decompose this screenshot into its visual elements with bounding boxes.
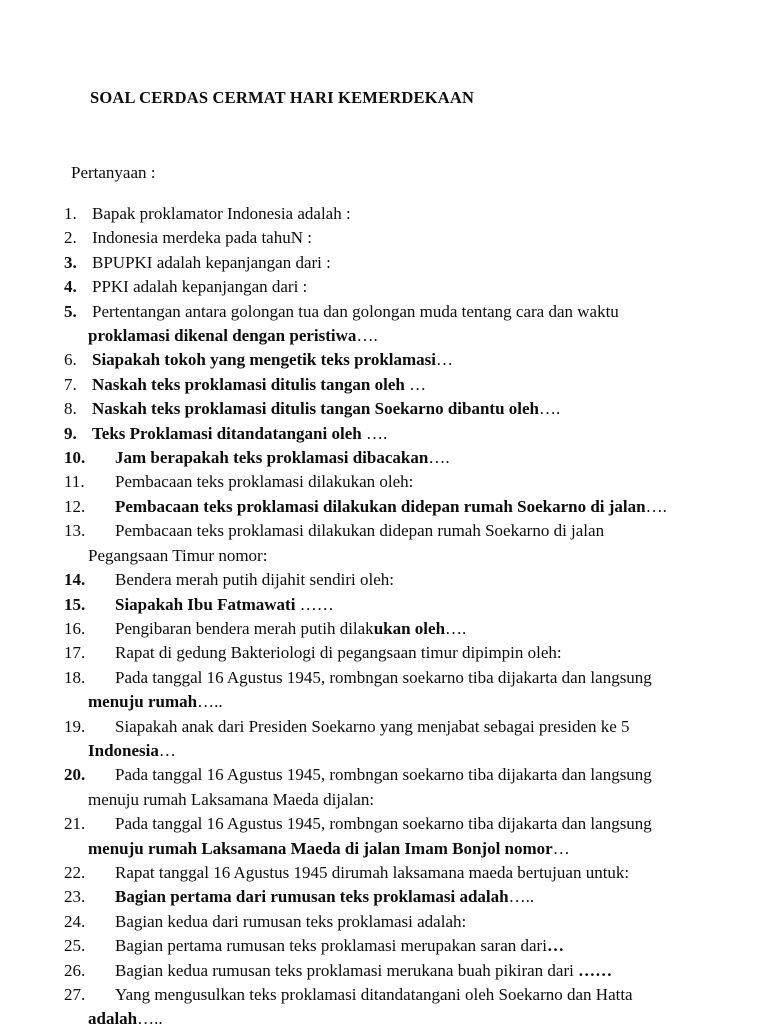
question-item (64, 885, 682, 909)
question-continuation-line (64, 544, 682, 568)
text-segment: … (158, 740, 176, 760)
text-segment: ….. (137, 1009, 163, 1029)
question-number: 4. (64, 277, 77, 297)
text-segment: menuju rumah Laksamana Maeda dijalan: (88, 789, 375, 809)
text-segment: BPUPKI adalah kepanjangan dari : (92, 252, 331, 272)
text-segment: Pada tanggal 16 Agustus 1945, rombngan soekarno tiba dijakarta dan langsung (115, 765, 652, 785)
text-segment: Bendera merah putih dijahit sendiri oleh: (115, 570, 395, 590)
text-segment: Siapakah anak dari Presiden Soekarno yang menjabat sebagai presiden ke 5 (115, 716, 630, 736)
text-segment: … (552, 838, 570, 858)
text-segment: … (546, 936, 564, 956)
question-first-line (64, 715, 682, 739)
question-text (115, 568, 682, 592)
question-first-line (64, 885, 682, 909)
text-segment: menuju rumah (88, 692, 198, 712)
text-segment: Naskah teks proklamasi ditulis tangan Soekarno dibantu oleh (92, 399, 540, 419)
text-segment: …… (578, 960, 613, 980)
question-text (115, 666, 682, 690)
text-segment: ukan oleh (373, 618, 446, 638)
question-first-line (64, 519, 682, 543)
question-item (64, 397, 682, 421)
question-item (64, 300, 682, 349)
question-number: 19. (64, 716, 86, 736)
question-number: 9. (64, 423, 77, 443)
text-segment: Naskah teks proklamasi ditulis tangan oleh (92, 374, 410, 394)
question-text (92, 251, 682, 275)
question-number: 15. (64, 594, 86, 614)
question-item (64, 715, 682, 764)
question-first-line (64, 617, 682, 641)
question-item (64, 348, 682, 372)
text-segment: …. (445, 618, 467, 638)
text-segment: … (409, 374, 427, 394)
question-number: 22. (64, 862, 86, 882)
text-segment: Yang mengusulkan teks proklamasi ditandatangani oleh Soekarno dan Hatta (115, 985, 633, 1004)
text-segment: Bagian pertama rumusan teks proklamasi merupakan saran dari (115, 936, 547, 956)
question-number: 23. (64, 887, 86, 907)
question-number: 2. (64, 228, 77, 248)
question-first-line (64, 422, 682, 446)
question-item (64, 226, 682, 250)
question-number: 8. (64, 399, 77, 419)
question-item (64, 763, 682, 812)
question-first-line (64, 959, 682, 983)
text-segment: Rapat di gedung Bakteriologi di pegangsaan timur dipimpin oleh: (115, 643, 562, 663)
question-number: 7. (64, 374, 77, 394)
question-list (64, 202, 682, 1032)
text-segment: …… (299, 594, 334, 614)
text-segment: Pegangsaan Timur nomor: (88, 545, 268, 565)
question-item (64, 251, 682, 275)
question-item (64, 470, 682, 494)
text-segment: Siapakah Ibu Fatmawati (115, 594, 300, 614)
question-first-line (64, 495, 682, 519)
question-number: 18. (64, 667, 86, 687)
question-number: 11. (64, 472, 85, 492)
text-segment: ….. (508, 887, 535, 907)
question-text (115, 812, 682, 836)
question-text (115, 959, 682, 983)
question-first-line (64, 641, 682, 665)
question-first-line (64, 300, 682, 324)
section-label-pertanyaan: Pertanyaan : (71, 163, 156, 182)
question-text (115, 910, 682, 934)
question-text (92, 226, 682, 250)
question-item (64, 275, 682, 299)
question-first-line (64, 763, 682, 787)
question-number: 20. (64, 765, 86, 785)
text-segment: Pertentangan antara golongan tua dan golongan muda tentang cara dan waktu (92, 301, 619, 321)
question-item (64, 861, 682, 885)
question-first-line (64, 251, 682, 275)
question-number: 3. (64, 252, 77, 272)
text-segment: Rapat tanggal 16 Agustus 1945 dirumah laksamana maeda bertujuan untuk: (115, 862, 630, 882)
text-segment: Bagian pertama dari rumusan teks proklamasi adalah (115, 887, 509, 907)
question-item (64, 934, 682, 958)
question-number: 26. (64, 960, 86, 980)
question-item (64, 641, 682, 665)
text-segment: Bapak proklamator Indonesia adalah : (92, 204, 351, 223)
question-first-line (64, 373, 682, 397)
question-item (64, 422, 682, 446)
question-number: 17. (64, 643, 86, 663)
question-text (92, 300, 682, 324)
question-number: 10. (64, 448, 86, 468)
question-continuation-line (64, 788, 682, 812)
question-text (115, 495, 682, 519)
text-segment: …. (356, 326, 378, 346)
question-text (115, 446, 682, 470)
question-continuation-line (64, 324, 682, 348)
question-item (64, 910, 682, 934)
question-text (115, 763, 682, 787)
text-segment: Indonesia merdeka pada tahuN : (92, 228, 312, 248)
question-item (64, 593, 682, 617)
text-segment: Bagian kedua dari rumusan teks proklamasi adalah: (115, 911, 467, 931)
text-segment: …. (645, 496, 667, 516)
question-first-line (64, 593, 682, 617)
question-text (92, 373, 682, 397)
question-first-line (64, 470, 682, 494)
question-number: 5. (64, 301, 77, 321)
text-segment: adalah (88, 1009, 138, 1029)
question-number: 27. (64, 985, 86, 1004)
question-continuation-line (64, 837, 682, 861)
question-first-line (64, 275, 682, 299)
question-number: 16. (64, 618, 86, 638)
text-segment: menuju rumah Laksamana Maeda di jalan Imam Bonjol nomor (88, 838, 553, 858)
question-first-line (64, 666, 682, 690)
question-first-line (64, 983, 682, 1007)
question-text (115, 470, 682, 494)
question-number: 25. (64, 936, 86, 956)
text-segment: PPKI adalah kepanjangan dari : (92, 277, 308, 297)
question-item (64, 568, 682, 592)
text-segment: Bagian kedua rumusan teks proklamasi merukana buah pikiran dari (115, 960, 579, 980)
question-text (115, 641, 682, 665)
text-segment: Siapakah tokoh yang mengetik teks proklamasi (92, 350, 437, 370)
text-segment: Pembacaan teks proklamasi dilakukan oleh: (115, 472, 414, 492)
text-segment: Pengibaran bendera merah putih dilak (115, 618, 374, 638)
question-text (115, 934, 682, 958)
text-segment: Jam berapakah teks proklamasi dibacakan (115, 448, 429, 468)
question-first-line (64, 861, 682, 885)
question-item (64, 495, 682, 519)
question-first-line (64, 202, 682, 226)
question-text (115, 519, 682, 543)
text-segment: ….. (197, 692, 223, 712)
question-number: 13. (64, 521, 86, 541)
question-continuation-line (64, 690, 682, 714)
question-text (115, 617, 682, 641)
question-text (92, 397, 682, 421)
question-item (64, 666, 682, 715)
text-segment: …. (539, 399, 561, 419)
question-first-line (64, 910, 682, 934)
question-text (115, 861, 682, 885)
page-title: SOAL CERDAS CERMAT HARI KEMERDEKAAN (90, 88, 475, 107)
question-text (92, 275, 682, 299)
question-text (92, 202, 682, 226)
question-number: 1. (64, 204, 77, 223)
question-number: 21. (64, 814, 86, 834)
question-first-line (64, 226, 682, 250)
question-item (64, 959, 682, 983)
question-number: 6. (64, 350, 77, 370)
question-number: 14. (64, 570, 86, 590)
question-first-line (64, 446, 682, 470)
question-first-line (64, 397, 682, 421)
question-continuation-line (64, 739, 682, 763)
question-text (92, 422, 682, 446)
question-item (64, 519, 682, 568)
question-continuation-line (64, 1007, 682, 1031)
question-text (115, 715, 682, 739)
question-first-line (64, 934, 682, 958)
question-number: 12. (64, 496, 86, 516)
question-item (64, 446, 682, 470)
question-number: 24. (64, 911, 86, 931)
text-segment: Pembacaan teks proklamasi dilakukan didepan rumah Soekarno di jalan (115, 496, 646, 516)
question-text (115, 983, 682, 1007)
question-item (64, 812, 682, 861)
question-first-line (64, 812, 682, 836)
question-text (115, 885, 682, 909)
text-segment: Pembacaan teks proklamasi dilakukan didepan rumah Soekarno di jalan (115, 521, 605, 541)
question-item (64, 983, 682, 1032)
text-segment: …. (428, 448, 450, 468)
question-item (64, 202, 682, 226)
text-segment: Pada tanggal 16 Agustus 1945, rombngan soekarno tiba dijakarta dan langsung (115, 814, 652, 834)
question-text (115, 593, 682, 617)
text-segment: Pada tanggal 16 Agustus 1945, rombngan soekarno tiba dijakarta dan langsung (115, 667, 652, 687)
question-item (64, 617, 682, 641)
question-text (92, 348, 682, 372)
text-segment: Indonesia (88, 740, 159, 760)
text-segment: proklamasi dikenal dengan peristiwa (88, 326, 357, 346)
question-first-line (64, 568, 682, 592)
text-segment: Teks Proklamasi ditandatangani oleh (92, 423, 366, 443)
question-item (64, 373, 682, 397)
text-segment: … (436, 350, 454, 370)
question-first-line (64, 348, 682, 372)
text-segment: …. (365, 423, 388, 443)
